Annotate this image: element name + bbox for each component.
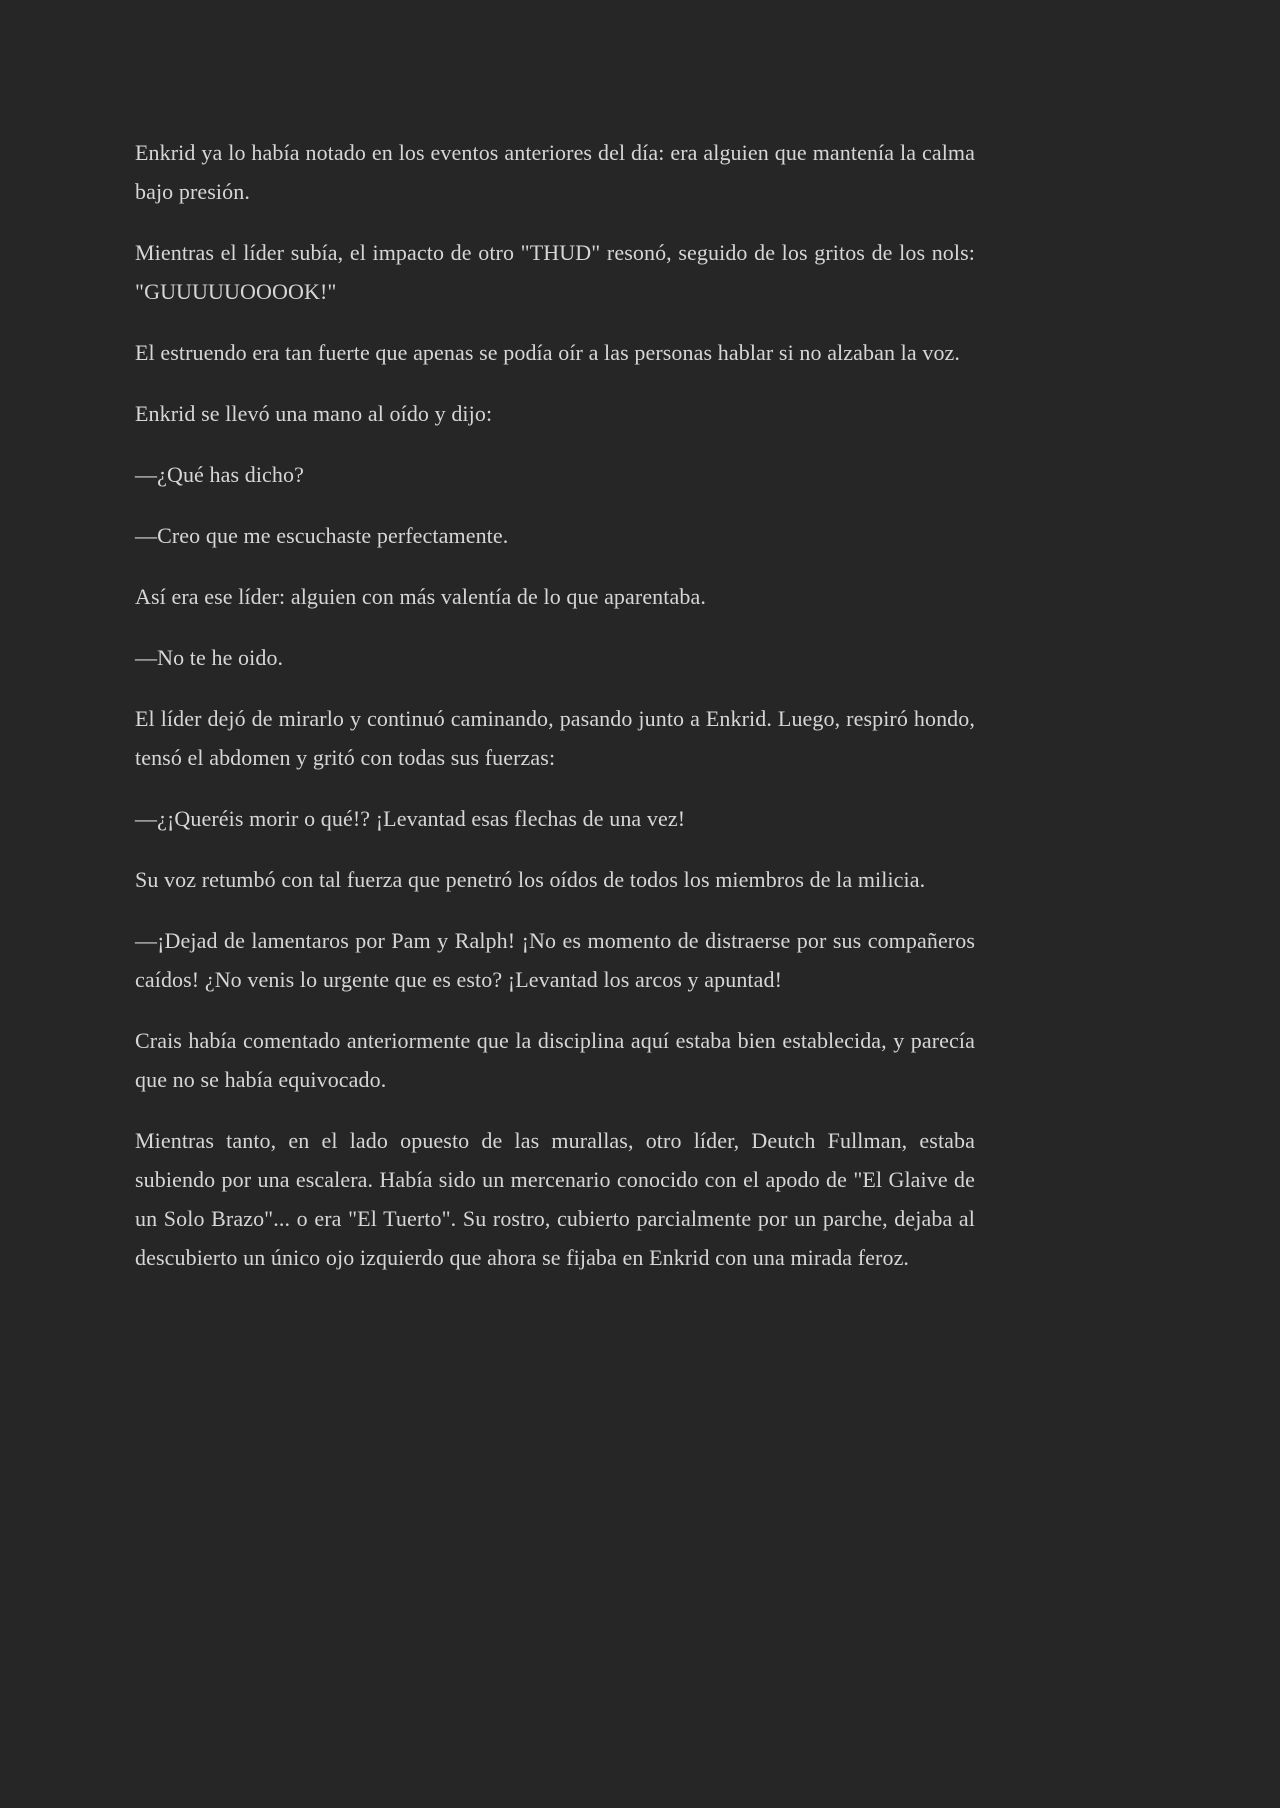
paragraph: El líder dejó de mirarlo y continuó caminando, pasando junto a Enkrid. Luego, respiró hondo, tensó el abdomen y gritó con todas sus fuerzas: xyxy=(135,706,975,770)
paragraph: Mientras tanto, en el lado opuesto de las murallas, otro líder, Deutch Fullman, estaba subiendo por una escalera. Había sido un mercenario conocido con el apodo de "El Glaive de un Solo Brazo"... o era "El Tuerto". Su rostro, cubierto parcialmente por un parche, dejaba al descubierto un único ojo izquierdo que ahora se fijaba en Enkrid con una mirada feroz. xyxy=(135,1128,975,1270)
paragraph: Enkrid ya lo había notado en los eventos anteriores del día: era alguien que mantenía la calma bajo presión. xyxy=(135,140,975,204)
paragraph: Mientras el líder subía, el impacto de otro "THUD" resonó, seguido de los gritos de los nols: "GUUUUUOOOOK!" xyxy=(135,240,975,304)
paragraph: El estruendo era tan fuerte que apenas se podía oír a las personas hablar si no alzaban la voz. xyxy=(135,340,961,365)
paragraph-dialogue: —¿Qué has dicho? xyxy=(135,462,304,487)
paragraph: Enkrid se llevó una mano al oído y dijo: xyxy=(135,401,493,426)
paragraph-dialogue: —Creo que me escuchaste perfectamente. xyxy=(135,523,509,548)
paragraph: Crais había comentado anteriormente que la disciplina aquí estaba bien establecida, y parecía que no se había equivocado. xyxy=(135,1028,975,1092)
paragraph-dialogue: —¡Dejad de lamentaros por Pam y Ralph! ¡No es momento de distraerse por sus compañeros caídos! ¿No venis lo urgente que es esto? ¡Levantad los arcos y apuntad! xyxy=(135,928,975,992)
reader-content xyxy=(135,133,975,1277)
paragraph: Su voz retumbó con tal fuerza que penetró los oídos de todos los miembros de la milicia. xyxy=(135,867,926,892)
paragraph-dialogue: —¿¡Queréis morir o qué!? ¡Levantad esas flechas de una vez! xyxy=(135,806,686,831)
paragraph-dialogue: —No te he oido. xyxy=(135,645,284,670)
paragraph: Así era ese líder: alguien con más valentía de lo que aparentaba. xyxy=(135,584,706,609)
